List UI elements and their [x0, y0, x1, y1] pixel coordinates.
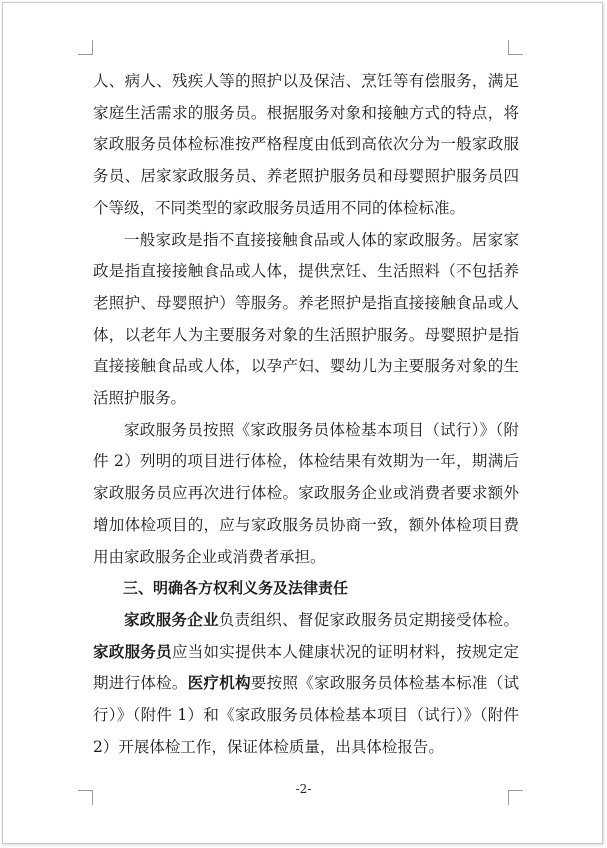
- term-worker: 家政服务员: [93, 642, 172, 661]
- text-enterprise: 负责组织、督促家政服务员定期接受体检。: [218, 610, 519, 629]
- paragraph-continued: 人、病人、残疾人等的照护以及保洁、烹饪等有偿服务，满足家庭生活需求的服务员。根据服务对象和接触方式的特点，将家政服务员体检标准按严格程度由低到高依次分为一般家政服务员、居家家政服务员、养老照护服务员和母婴照护服务员四个等级，不同类型的家政服务员适用不同的体检标准。: [93, 72, 519, 217]
- text-worker: 应当如实提供本人健康状况的证明材料，按规定定期进行体检。: [93, 642, 519, 693]
- section-heading: 三、明确各方权利义务及法律责任: [123, 579, 349, 598]
- document-body: [93, 66, 519, 763]
- text-medical: 要按照《家政服务员体检基本标准（试行）》（附件 1）和《家政服务员体检基本项目（试行）》（附件 2）开展体检工作，保证体检质量，出具体检报告。: [93, 674, 519, 756]
- crop-mark-top-left: [78, 40, 93, 55]
- paragraph-exam-items: 家政服务员按照《家政服务员体检基本项目（试行）》（附件 2）列明的项目进行体检，体检结果有效期为一年，期满后家政服务员应再次进行体检。家政服务企业或消费者要求额外增加体检项目的，应与家政服务员协商一致，额外体检项目费用由家政服务企业或消费者承担。: [93, 420, 519, 566]
- paragraph-service-types: 一般家政是指不直接接触食品或人体的家政服务。居家家政是指直接接触食品或人体，提供烹饪、生活照料（不包括养老照护、母婴照护）等服务。养老照护是指直接接触食品或人体，以老年人为主要服务对象的生活照护服务。母婴照护是指直接接触食品或人体，以孕产妇、婴幼儿为主要服务对象的生活照护服务。: [93, 230, 519, 408]
- paragraph-responsibilities: [93, 605, 519, 764]
- term-medical: 医疗机构: [187, 674, 251, 693]
- page-number: -2-: [295, 782, 312, 796]
- crop-mark-top-right: [508, 40, 523, 55]
- term-enterprise: 家政服务企业: [124, 610, 219, 629]
